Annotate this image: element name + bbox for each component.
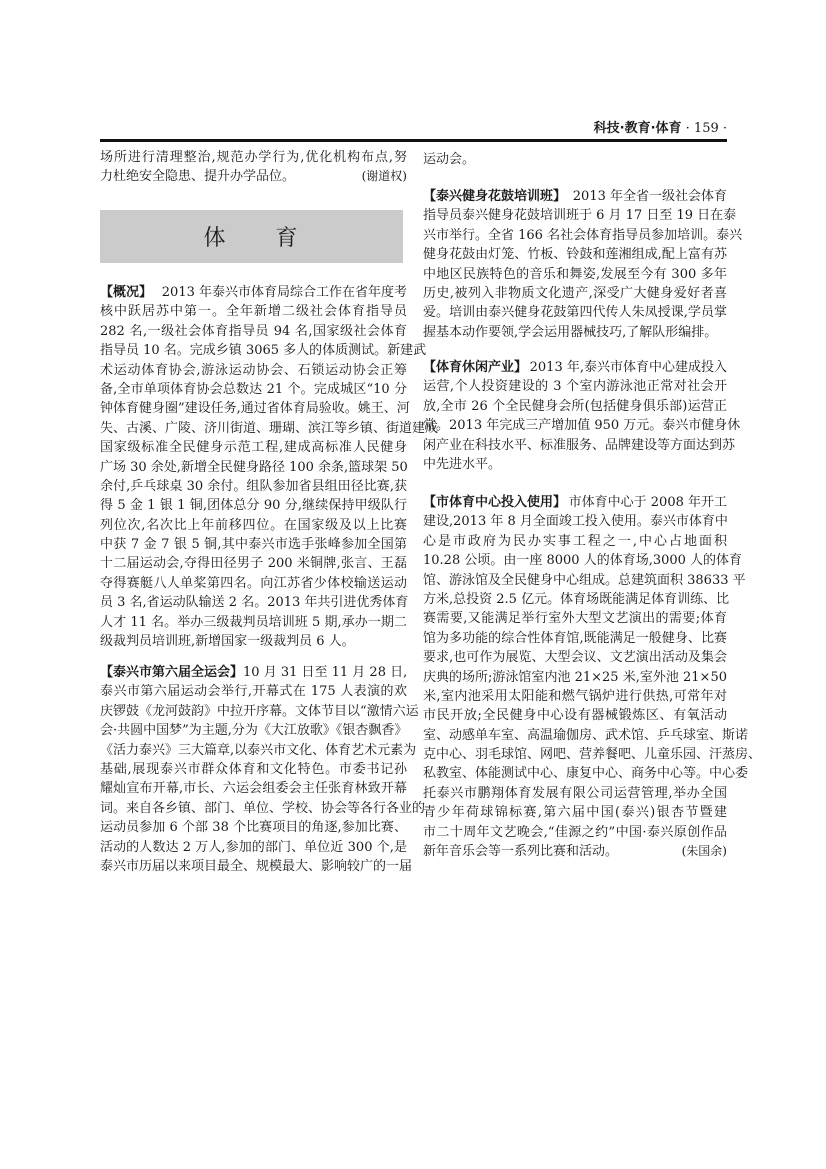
text: 10 月 31 日至 11 月 28 日,	[243, 665, 408, 680]
text-line: 要求,也可作为展览、大型会议、文艺演出活动及集会	[423, 650, 727, 666]
author: (朱国余)	[681, 844, 727, 859]
section-title: 体 育	[203, 226, 300, 251]
text-line: 活动的人数达 2 万人,参加的部门、单位近 300 个,是	[100, 839, 407, 855]
author: (谢道权)	[361, 169, 407, 184]
text-line: 中获 7 金 7 银 5 铜,其中泰兴市选手张峰参加全国第	[100, 537, 407, 553]
header-section: 科技·教育·体育	[593, 121, 682, 136]
text-line: 术运动体育协会,游泳运动协会、石锁运动协会正筹	[100, 362, 407, 378]
text-line: 庆锣鼓《龙河鼓韵》中拉开序幕。文体节目以“激情六运	[100, 703, 419, 719]
text-line: 基础,展现泰兴市群众体育和文化特色。市委书记孙	[100, 761, 407, 777]
running-header	[594, 119, 727, 138]
games-continuation	[423, 150, 727, 169]
text: 2013 年全省一级社会体育	[572, 189, 727, 204]
text-line	[100, 663, 407, 682]
text-line: 市二十周年文艺晚会,“佳源之约”中国·泰兴原创作品	[423, 824, 727, 840]
text-line: 十二届运动会,夺得田径男子 200 米铜牌,张言、王磊	[100, 556, 407, 572]
text-line: 钟体育健身圈”建设任务,通过省体育局验收。姚王、河	[100, 401, 410, 417]
text-line: 指导员 10 名。完成乡镇 3065 多人的体质测试。新建武	[100, 343, 427, 359]
text-line: 《活力泰兴》三大篇章,以泰兴市文化、体育艺术元素为	[100, 742, 417, 758]
intro-continuation	[100, 148, 407, 187]
text: 2013 年,泰兴市体育中心建成投入	[529, 360, 727, 375]
paragraph-overview	[100, 283, 439, 651]
text-line: 级裁判员培训班,新增国家一级裁判员 6 人。	[100, 634, 355, 650]
text-line	[100, 283, 407, 302]
text-line: 运营,个人投资建设的 3 个室内游泳池正常对社会开	[423, 379, 727, 395]
text-line: 泰兴市历届以来项目最全、规模最大、影响较广的一届	[100, 858, 413, 874]
text-line: 爱。培训由泰兴健身花鼓第四代传人朱凤授课,学员掌	[423, 305, 727, 321]
text-line: 放,全市 26 个全民健身会所(包括健身俱乐部)运营正	[423, 398, 727, 414]
text: 市体育中心于 2008 年开工	[568, 495, 727, 510]
text-line: 握基本动作要领,学会运用器械技巧,了解队形编排。	[423, 324, 718, 340]
text-line: 方米,总投资 2.5 亿元。体育场既能满足体育训练、比	[423, 591, 730, 607]
text: 新年音乐会等一系列比赛和活动。	[423, 844, 619, 860]
text-line: 市民开放;全民健身中心设有器械锻炼区、有氧活动	[423, 708, 727, 724]
text-line: 耀灿宣布开幕,市长、六运会组委会主任张育林致开幕	[100, 781, 407, 797]
text-line: 馆为多功能的综合性体育馆,既能满足一般健身、比赛	[423, 630, 727, 646]
text-line: 历史,被列入非物质文化遗产,深受广大健身爱好者喜	[423, 285, 727, 301]
text-line: 词。来自各乡镇、部门、单位、学校、协会等各行各业的	[100, 800, 426, 816]
text-line: 广场 30 余处,新增全民健身路径 100 余条,篮球架 50	[100, 459, 408, 475]
text-line: 克中心、羽毛球馆、网吧、营养餐吧、儿童乐园、汗蒸房、	[423, 747, 762, 763]
paragraph-leisure-industry	[423, 358, 741, 474]
text-line: 建设,2013 年 8 月全面竣工投入使用。泰兴市体育中	[423, 514, 728, 530]
text-line: 运动员参加 6 个部 38 个比赛项目的角逐,参加比赛、	[100, 820, 407, 836]
text: 力杜绝安全隐患、提升办学品位。	[100, 169, 296, 185]
paragraph-sports-center	[423, 493, 762, 861]
header-rule	[100, 139, 727, 142]
paragraph-heading: 【市体育中心投入使用】	[423, 495, 567, 510]
text-line: 核中跃居苏中第一。全年新增二级社会体育指导员	[100, 304, 407, 320]
paragraph-drum-training	[423, 187, 743, 342]
text-line	[100, 167, 407, 186]
text-line	[423, 358, 727, 377]
text-line: 得 5 金 1 银 1 铜,团体总分 90 分,继续保持甲级队行	[100, 498, 407, 514]
paragraph-heading: 【泰兴健身花鼓培训班】	[423, 189, 567, 204]
text-line: 场所进行清理整治,规范办学行为,优化机构布点,努	[100, 150, 407, 165]
text: 2013 年泰兴市体育局综合工作在省年度考	[161, 285, 407, 300]
text-line: 常。2013 年完成三产增加值 950 万元。泰兴市健身休	[423, 418, 741, 434]
text-line	[423, 493, 727, 512]
text-line	[423, 187, 727, 206]
paragraph-heading: 【泰兴市第六届全运会】	[100, 665, 244, 680]
text-line: 中地区民族特色的音乐和舞姿,发展至今有 300 多年	[423, 266, 727, 282]
text-line: 心是市政府为民办实事工程之一,中心占地面积	[423, 533, 727, 549]
text-line: 室、动感单车室、高温瑜伽房、武术馆、乒乓球室、斯诺	[423, 727, 749, 743]
section-banner	[100, 210, 403, 263]
text-line: 员 3 名,省运动队输送 2 名。2013 年共引进优秀体育	[100, 595, 409, 611]
text-line: 余付,乒乓球桌 30 余付。组队参加省县组田径比赛,获	[100, 478, 407, 494]
text-line: 青少年荷球锦标赛,第六届中国(泰兴)银杏节暨建	[423, 805, 727, 821]
paragraph-games	[100, 663, 426, 876]
text-line	[423, 842, 727, 861]
text-line: 指导员泰兴健身花鼓培训班于 6 月 17 日至 19 日在泰	[423, 208, 737, 224]
text-line: 10.28 公顷。由一座 8000 人的体育场,3000 人的体育	[423, 553, 743, 569]
text-line: 夺得赛艇八人单桨第四名。向江苏省少体校输送运动	[100, 575, 407, 591]
text-line: 托泰兴市鹏翔体育发展有限公司运营管理,举办全国	[423, 785, 727, 801]
text-line: 备,全市单项体育协会总数达 21 个。完成城区“10 分	[100, 381, 407, 397]
text-line: 失、古溪、广陵、济川街道、珊瑚、滨江等乡镇、街道建成	[100, 420, 439, 436]
text-line: 赛需要,又能满足举行室外大型文艺演出的需要;体育	[423, 611, 727, 627]
text-line: 会·共圆中国梦”为主题,分为《大江放歌》《银杏飘香》	[100, 723, 408, 739]
text-line: 兴市举行。全省 166 名社会体育指导员参加培训。泰兴	[423, 227, 743, 243]
text-line: 私教室、体能测试中心、康复中心、商务中心等。中心委	[423, 766, 749, 782]
text-line: 泰兴市第六届运动会举行,开幕式在 175 人表演的欢	[100, 684, 407, 700]
text-line: 健身花鼓由灯笼、竹板、铃鼓和莲湘组成,配上富有苏	[423, 247, 727, 263]
text-line: 人才 11 名。举办三级裁判员培训班 5 期,承办一期二	[100, 614, 407, 630]
page-number: · 159 ·	[685, 121, 727, 136]
text-line: 闲产业在科技水平、标准服务、品牌建设等方面达到苏	[423, 437, 736, 453]
text-line: 庆典的场所;游泳馆室内池 21×25 米,室外池 21×50	[423, 669, 727, 685]
text-line: 馆、游泳馆及全民健身中心组成。总建筑面积 38633 平	[423, 572, 746, 588]
text-line: 米,室内池采用太阳能和燃气锅炉进行供热,可常年对	[423, 688, 727, 704]
text-line: 中先进水平。	[423, 456, 502, 472]
text-line: 国家级标准全民健身示范工程,建成高标准人民健身	[100, 440, 407, 456]
text-line: 运动会。	[423, 152, 476, 167]
text-line: 282 名,一级社会体育指导员 94 名,国家级社会体育	[100, 323, 407, 339]
text-line: 列位次,名次比上年前移四位。在国家级及以上比赛	[100, 517, 407, 533]
paragraph-heading: 【概况】	[100, 285, 153, 300]
paragraph-heading: 【体育休闲产业】	[423, 360, 528, 375]
